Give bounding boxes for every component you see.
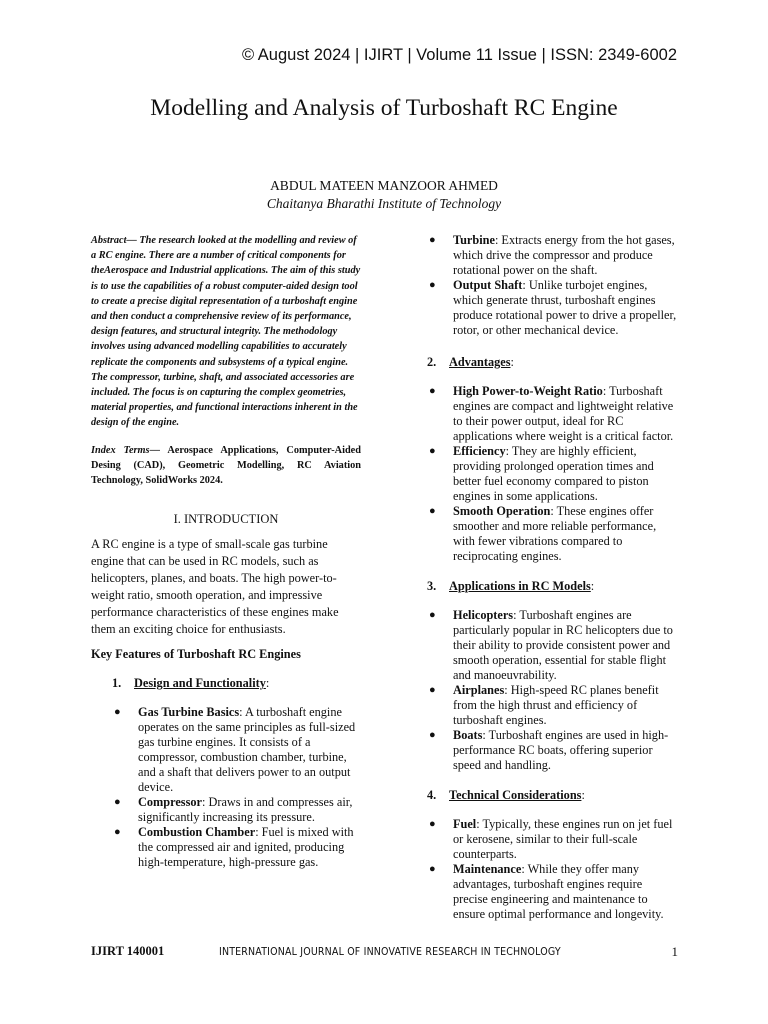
introduction-heading: I. INTRODUCTION [173,512,279,527]
bullet-icon: ● [429,729,436,741]
section-colon: : [510,355,514,369]
bullet-icon: ● [114,796,121,809]
left-column [91,233,361,870]
section-colon: : [590,579,595,593]
list-item [427,817,679,862]
bullet-icon: ● [429,684,436,696]
list-item [427,728,679,773]
item-text: : While they offer many advantages, turboshaft engines require precise engineering and maintenance to ensure optimal performance and longevity. [453,862,664,921]
bullet-icon: ● [429,445,436,457]
advantages-bullet-list [427,384,679,564]
item-term: Airplanes [453,683,505,697]
item-text: : Unlike turbojet engines, which generate thrust, turboshaft engines produce rotational power to drive a propeller, rotor, or other mechanical device. [453,278,677,337]
list-item [427,504,679,564]
index-terms [91,443,361,489]
item-text: : A turboshaft engine operates on the same principles as full-sized gas turbine engines. It consists of a compressor, combustion chamber, turbine, and a shaft that delivers power to an output device. [138,705,356,795]
list-item [427,278,679,338]
applications-bullet-list [427,608,679,773]
section-title: Applications in RC Models [449,579,591,593]
index-terms-text: — Aerospace Applications, Computer-Aided Desing (CAD), Geometric Modelling, RC Aviation Technology, SolidWorks 2024. [91,444,361,487]
item-term: Compressor [138,795,202,810]
item-text: : Draws in and compresses air, significantly increasing its pressure. [138,795,353,825]
abstract-label: Abstract— [91,235,137,246]
list-item [427,608,679,683]
section-heading-technical [427,787,679,803]
index-terms-label: Index Terms [91,444,150,456]
list-item [427,683,679,728]
abstract-text: The research looked at the modelling and review of a RC engine. There are a number of critical components for theAerospace and Industrial applications. The aim of this study is to use the capabilities of a robust computer-aided design tool to create a precise digital representation of a turboshaft engine and then conduct a comprehensive review of its performance, design features, and structural integrity. The methodology involves using advanced modelling capabilities to accurately replicate the components and subsystems of a typical engine. The compressor, turbine, shaft, and associated accessories are included. The focus is on capturing the complex geometries, material properties, and functional interactions inherent in the design of the engine. [91,235,361,429]
list-item [427,233,679,278]
paper-title: Modelling and Analysis of Turboshaft RC Engine [150,95,618,121]
section-number: 3. [427,579,437,593]
page-number: 1 [671,944,678,959]
bullet-icon: ● [114,826,121,839]
item-text: : These engines offer smoother and more reliable performance, with fewer vibrations compared to reciprocating engines. [453,504,657,563]
item-term: Boats [453,728,483,742]
section-number: 1. [112,676,122,691]
item-text: : Turboshaft engines are compact and lightweight relative to their power output, ideal for RC applications where weight is a critical factor. [453,384,674,443]
item-term: Turbine [453,233,495,247]
key-features-heading: Key Features of Turboshaft RC Engines [91,647,301,662]
item-term: Combustion Chamber [138,825,256,840]
item-term: High Power-to-Weight Ratio [453,384,603,398]
item-text: : They are highly efficient, providing prolonged operation times and better fuel economy compared to piston engines in some applications. [453,444,654,503]
section-title: Advantages [449,355,511,369]
right-column [427,233,679,922]
footer-journal-name: INTERNATIONAL JOURNAL OF INNOVATIVE RESEARCH IN TECHNOLOGY [219,945,561,958]
abstract [91,233,361,431]
item-text: : Typically, these engines run on jet fuel or kerosene, similar to their full-scale counterparts. [453,817,673,861]
list-item [427,862,679,922]
section-number: 4. [427,788,437,802]
bullet-icon: ● [429,863,436,875]
section-title: Technical Considerations [449,788,582,802]
item-term: Efficiency [453,444,506,458]
item-text: : Turboshaft engines are used in high-performance RC boats, offering superior speed and handling. [453,728,669,772]
item-text: : High-speed RC planes benefit from the high thrust and efficiency of turboshaft engines. [453,683,659,727]
section-heading-advantages [427,354,679,370]
journal-header: © August 2024 | IJIRT | Volume 11 Issue | ISSN: 2349-6002 [241,46,677,64]
section-heading-applications [427,578,679,594]
item-text: : Extracts energy from the hot gases, which drive the compressor and produce rotational power on the shaft. [453,233,675,277]
introduction-paragraph: A RC engine is a type of small-scale gas turbine engine that can be used in RC models, such as helicopters, planes, and boats. The high power-to-weight ratio, smooth operation, and impressive performance characteristics of these engines make them an exciting choice for enthusiasts. [91,537,339,637]
section-heading-design [112,675,361,691]
design-bullet-list-continued [427,233,679,338]
section-title: Design and Functionality [134,676,266,691]
list-item [427,444,679,504]
item-text: : Fuel is mixed with the compressed air and ignited, producing high-temperature, high-pressure gas. [138,825,354,870]
item-text: : Turboshaft engines are particularly popular in RC helicopters due to their ability to provide consistent power and smooth operation, essential for stable flight and manoeuvrability. [453,608,673,682]
bullet-icon: ● [429,279,436,291]
bullet-icon: ● [429,505,436,517]
section-colon: : [581,788,585,802]
design-bullet-list [112,705,361,870]
section-number: 2. [427,355,437,369]
item-term: Helicopters [453,608,514,622]
bullet-icon: ● [429,385,436,397]
author-name: ABDUL MATEEN MANZOOR AHMED [270,178,498,193]
section-colon: : [265,676,270,691]
footer-paper-id: IJIRT 140001 [91,944,165,958]
list-item [112,705,361,795]
item-term: Output Shaft [453,278,523,292]
item-term: Fuel [453,817,477,831]
item-term: Smooth Operation [453,504,551,518]
list-item [427,384,679,444]
list-item [112,795,361,825]
item-term: Gas Turbine Basics [138,705,240,720]
author-affiliation: Chaitanya Bharathi Institute of Technology [266,196,502,211]
technical-bullet-list [427,817,679,922]
bullet-icon: ● [114,706,121,719]
list-item [112,825,361,870]
bullet-icon: ● [429,234,436,246]
item-term: Maintenance [453,862,522,876]
bullet-icon: ● [429,609,436,621]
bullet-icon: ● [429,818,436,830]
